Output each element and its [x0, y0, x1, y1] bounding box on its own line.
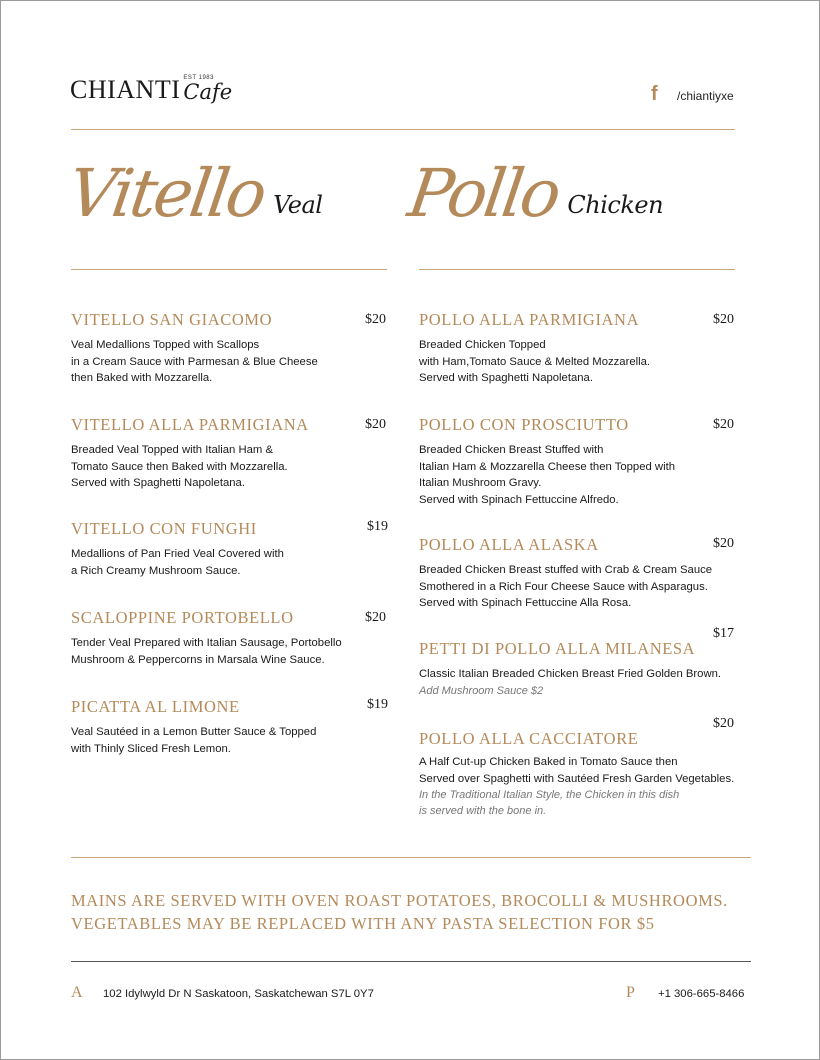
item-note: Add Mushroom Sauce $2	[419, 684, 544, 697]
item-price: $20	[365, 610, 386, 625]
item-description: Veal Sautéed in a Lemon Butter Sauce & Topped with Thinly Sliced Fresh Lemon.	[71, 726, 317, 755]
item-name: VITELLO CON FUNGHI	[71, 519, 257, 538]
item-price: $20	[365, 417, 386, 432]
menu-item	[71, 519, 387, 579]
item-name: VITELLO SAN GIACOMO	[71, 310, 273, 329]
item-name: POLLO ALLA ALASKA	[419, 535, 599, 554]
brand-established: EST 1983	[183, 75, 214, 81]
item-price: $19	[367, 697, 388, 712]
menu-item	[71, 310, 387, 387]
item-price: $20	[713, 417, 734, 432]
item-name: PETTI DI POLLO ALLA MILANESA	[419, 639, 696, 658]
item-name: VITELLO ALLA PARMIGIANA	[71, 415, 309, 434]
address-label: A	[71, 984, 83, 1001]
veal-subtitle: Veal	[273, 191, 323, 219]
item-price: $20	[713, 312, 734, 327]
social-link[interactable]	[651, 84, 734, 104]
menu-item	[419, 310, 735, 387]
veal-heading	[63, 155, 323, 232]
item-price: $20	[713, 536, 734, 551]
item-price: $20	[713, 716, 734, 731]
item-name: POLLO ALLA PARMIGIANA	[419, 310, 640, 329]
menu-item	[71, 415, 387, 492]
item-name: POLLO ALLA CACCIATORE	[419, 729, 639, 748]
veal-title: Vitello	[63, 155, 269, 232]
footer-divider	[71, 961, 751, 962]
item-description: A Half Cut-up Chicken Baked in Tomato Sauce then Served over Spaghetti with Sautéed Fresh Garden Vegetables.	[419, 756, 735, 785]
item-description: Tender Veal Prepared with Italian Sausage, Portobello Mushroom & Peppercorns in Marsala Wine Sauce.	[71, 637, 342, 666]
item-description: Breaded Chicken Topped with Ham,Tomato Sauce & Melted Mozzarella. Served with Spaghetti Napoletana.	[419, 339, 651, 384]
menu-item	[71, 608, 387, 668]
item-price: $17	[713, 626, 734, 641]
item-description: Breaded Veal Topped with Italian Ham & Tomato Sauce then Baked with Mozzarella. Served with Spaghetti Napoletana.	[71, 444, 288, 489]
brand-logo	[70, 75, 232, 103]
item-name: POLLO CON PROSCIUTTO	[419, 415, 629, 434]
chicken-divider	[419, 269, 735, 270]
chicken-subtitle: Chicken	[567, 191, 664, 219]
address-text: 102 Idylwyld Dr N Saskatoon, Saskatchewan S7L 0Y7	[103, 988, 374, 1000]
item-price: $20	[365, 312, 386, 327]
brand-cafe: Cafe	[183, 80, 233, 104]
menu-item	[419, 415, 735, 508]
item-description: Breaded Chicken Breast stuffed with Crab & Cream Sauce Smothered in a Rich Four Cheese Sauce with Asparagus. Served with Spinach Fettuccine Alla Rosa.	[419, 564, 713, 609]
header-divider	[71, 129, 735, 130]
item-name: SCALOPPINE PORTOBELLO	[71, 608, 294, 627]
mains-note: MAINS ARE SERVED WITH OVEN ROAST POTATOES, BROCOLLI & MUSHROOMS. VEGETABLES MAY BE REPLACED WITH ANY PASTA SELECTION FOR $5	[71, 891, 728, 933]
mains-divider	[71, 857, 751, 858]
item-description: Veal Medallions Topped with Scallops in a Cream Sauce with Parmesan & Blue Cheese then Baked with Mozzarella.	[71, 339, 318, 384]
menu-item	[71, 697, 387, 757]
item-description: Medallions of Pan Fried Veal Covered with a Rich Creamy Mushroom Sauce.	[71, 548, 284, 577]
item-price: $19	[367, 519, 388, 534]
phone-label: P	[626, 984, 635, 1001]
menu-item	[419, 535, 735, 612]
phone-number[interactable]: +1 306-665-8466	[658, 988, 745, 1000]
item-note: In the Traditional Italian Style, the Chicken in this dish is served with the bone in.	[419, 789, 680, 817]
social-handle: /chiantiyxe	[677, 89, 734, 103]
brand-name: CHIANTI	[70, 75, 181, 104]
facebook-icon: f	[651, 83, 658, 105]
chicken-title: Pollo	[403, 155, 563, 232]
chicken-heading	[403, 155, 664, 232]
item-description: Breaded Chicken Breast Stuffed with Italian Ham & Mozzarella Cheese then Topped with Italian Mushroom Gravy. Served with Spinach Fettuccine Alfredo.	[419, 444, 675, 506]
menu-item	[419, 716, 759, 819]
menu-item	[419, 626, 735, 699]
item-name: PICATTA AL LIMONE	[71, 697, 240, 716]
veal-divider	[71, 269, 387, 270]
item-description: Classic Italian Breaded Chicken Breast Fried Golden Brown.	[419, 668, 722, 680]
